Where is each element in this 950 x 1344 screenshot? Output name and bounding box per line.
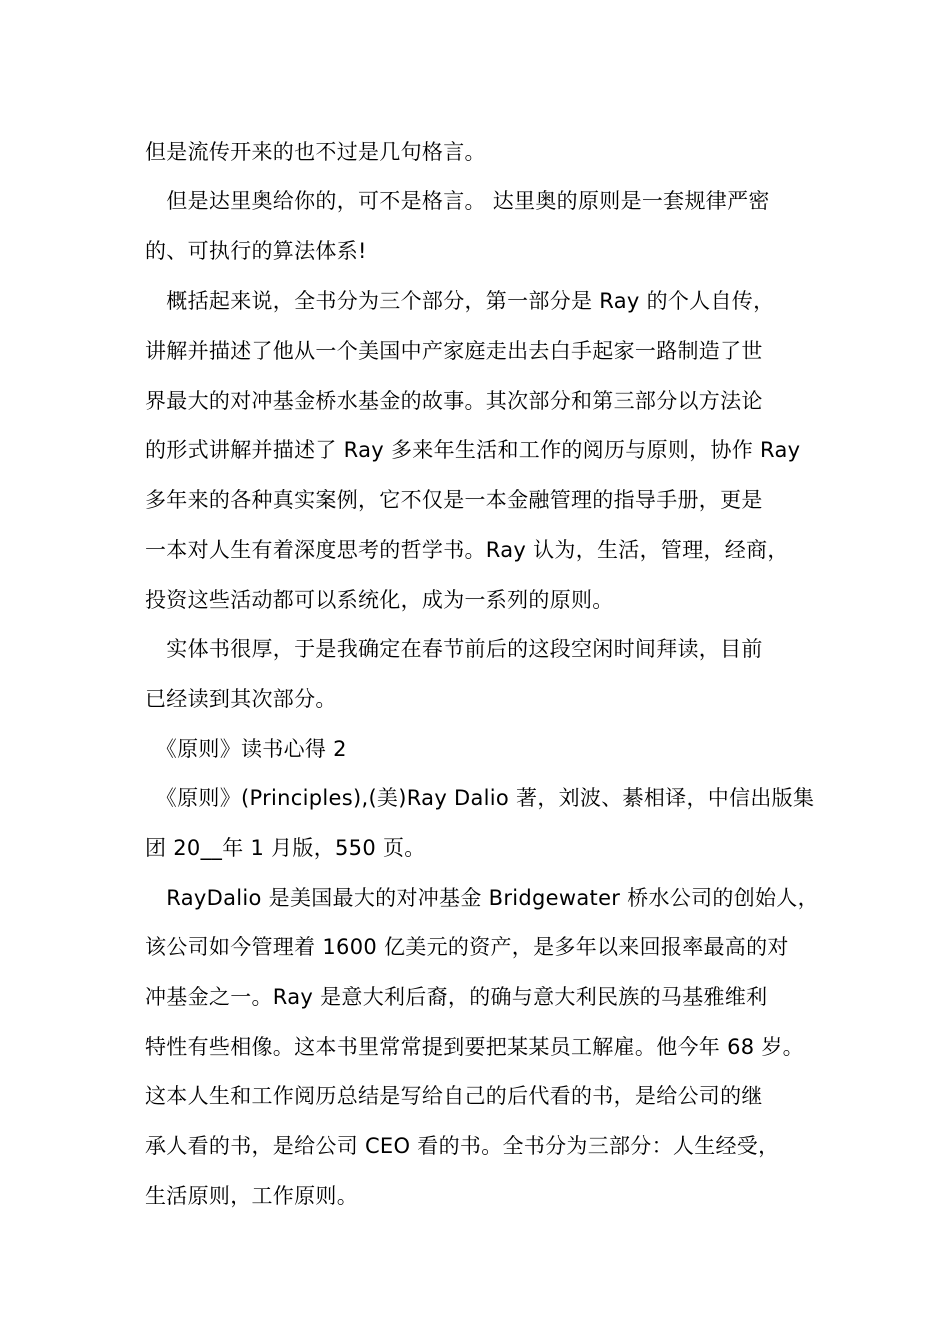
text-line: 的、可执行的算法体系! <box>145 239 367 263</box>
text-line: 这本人生和工作阅历总结是写给自己的后代看的书，是给公司的继 <box>145 1084 763 1108</box>
text-line: 承人看的书，是给公司 CEO 看的书。全书分为三部分：人生经受， <box>145 1134 780 1158</box>
text-line: 冲基金之一。Ray 是意大利后裔，的确与意大利民族的马基雅维利 <box>145 985 768 1009</box>
text-line: 多年来的各种真实案例，它不仅是一本金融管理的指导手册，更是 <box>145 488 763 512</box>
text-line: 实体书很厚，于是我确定在春节前后的这段空闲时间拜读，目前 <box>145 637 763 661</box>
text-line: 特性有些相像。这本书里常常提到要把某某员工解雇。他今年 68 岁。 <box>145 1035 804 1059</box>
section-heading: 《原则》读书心得 2 <box>145 737 347 761</box>
text-line: 界最大的对冲基金桥水基金的故事。其次部分和第三部分以方法论 <box>145 389 763 413</box>
text-line: RayDalio 是美国最大的对冲基金 Bridgewater 桥水公司的创始人， <box>145 886 819 910</box>
text-line: 生活原则，工作原则。 <box>145 1184 358 1208</box>
text-line: 《原则》(Principles),(美)Ray Dalio 著，刘波、綦相译，中信出版集 <box>145 786 815 810</box>
text-line: 该公司如今管理着 1600 亿美元的资产，是多年以来回报率最高的对 <box>145 935 789 959</box>
text-line: 团 20__年 1 月版，550 页。 <box>145 836 426 860</box>
text-line: 讲解并描述了他从一个美国中产家庭走出去白手起家一路制造了世 <box>145 339 763 363</box>
text-line: 已经读到其次部分。 <box>145 687 337 711</box>
text-line: 一本对人生有着深度思考的哲学书。Ray 认为，生活，管理，经商， <box>145 538 789 562</box>
text-line: 但是达里奥给你的，可不是格言。 达里奥的原则是一套规律严密 <box>145 189 770 213</box>
text-line: 概括起来说，全书分为三个部分，第一部分是 Ray 的个人自传， <box>145 289 775 313</box>
text-line: 投资这些活动都可以系统化，成为一系列的原则。 <box>145 588 614 612</box>
text-line: 但是流传开来的也不过是几句格言。 <box>145 140 486 164</box>
text-line: 的形式讲解并描述了 Ray 多来年生活和工作的阅历与原则，协作 Ray <box>145 438 801 462</box>
